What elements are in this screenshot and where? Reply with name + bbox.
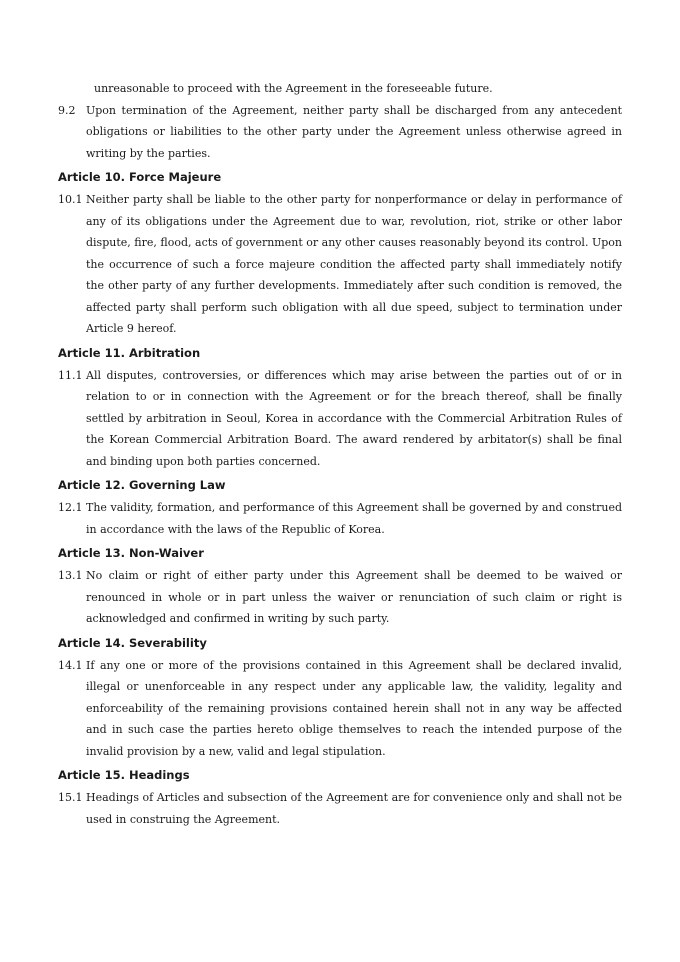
clause-text: If any one or more of the provisions contained in this Agreement shall be declared invalid, illegal or unenforceable in any respect under any applicable law, the validity, legality and enforceability of the remaining provisions contained herein shall not in any way be affected and in such case the parties hereto oblige themselves to reach the intended purpose of the invalid provision by a new, valid and legal stipulation. bbox=[86, 658, 622, 758]
clause-10-1 bbox=[58, 189, 622, 340]
article-15-heading: Article 15. Headings bbox=[58, 768, 190, 782]
continuation-paragraph: unreasonable to proceed with the Agreement in the foreseeable future. bbox=[94, 82, 493, 95]
clause-15-1 bbox=[58, 787, 622, 830]
clause-9-2 bbox=[58, 100, 622, 165]
clause-14-1 bbox=[58, 655, 622, 763]
article-14-heading: Article 14. Severability bbox=[58, 635, 207, 650]
article-13-heading: Article 13. Non-Waiver bbox=[58, 546, 204, 560]
clause-text: Headings of Articles and subsection of the Agreement are for convenience only and shall not be used in construing the Agreement. bbox=[86, 791, 622, 826]
clause-text: No claim or right of either party under this Agreement shall be deemed to be waived or renounced in whole or in part unless the waiver or renunciation of such claim or right is acknowledged and confirmed in writing by such party. bbox=[86, 569, 622, 625]
article-11-heading: Article 11. Arbitration bbox=[58, 345, 201, 360]
clause-text: Neither party shall be liable to the other party for nonperformance or delay in performance of any of its obligations under the Agreement due to war, revolution, riot, strike or other labor dispute, fire, flood, acts of government or any other causes reasonably beyond its control. Upon the occurrence of such a force majeure condition the affected party shall immediately notify the other party of any further developments. Immediately after such condition is removed, the affected party shall perform such obligation with all due speed, subject to termination under Article 9 hereof. bbox=[86, 193, 622, 335]
clause-number: 13.1 bbox=[58, 569, 83, 582]
clause-12-1 bbox=[58, 497, 622, 540]
clause-text: Upon termination of the Agreement, neither party shall be discharged from any antecedent obligations or liabilities to the other party under the Agreement unless otherwise agreed in writing by the parties. bbox=[86, 103, 622, 160]
clause-11-1 bbox=[58, 365, 622, 473]
article-12-heading: Article 12. Governing Law bbox=[58, 478, 226, 492]
article-10-heading: Article 10. Force Majeure bbox=[58, 170, 222, 184]
clause-number: 14.1 bbox=[58, 658, 83, 672]
clause-number: 11.1 bbox=[58, 368, 83, 382]
document-page bbox=[58, 78, 622, 834]
clause-text: All disputes, controversies, or differences which may arise between the parties out of or in relation to or in connection with the Agreement or for the breach thereof, shall be finally settled by arbitration in Seoul, Korea in accordance with the Commercial Arbitration Rules of the Korean Commercial Arbitration Board. The award rendered by arbitator(s) shall be final and binding upon both parties concerned. bbox=[86, 368, 622, 468]
clause-number: 9.2 bbox=[58, 103, 76, 117]
clause-number: 12.1 bbox=[58, 501, 83, 514]
clause-13-1 bbox=[58, 565, 622, 630]
clause-number: 10.1 bbox=[58, 193, 83, 206]
clause-text: The validity, formation, and performance of this Agreement shall be governed by and construed in accordance with the laws of the Republic of Korea. bbox=[86, 501, 622, 536]
clause-number: 15.1 bbox=[58, 791, 83, 804]
